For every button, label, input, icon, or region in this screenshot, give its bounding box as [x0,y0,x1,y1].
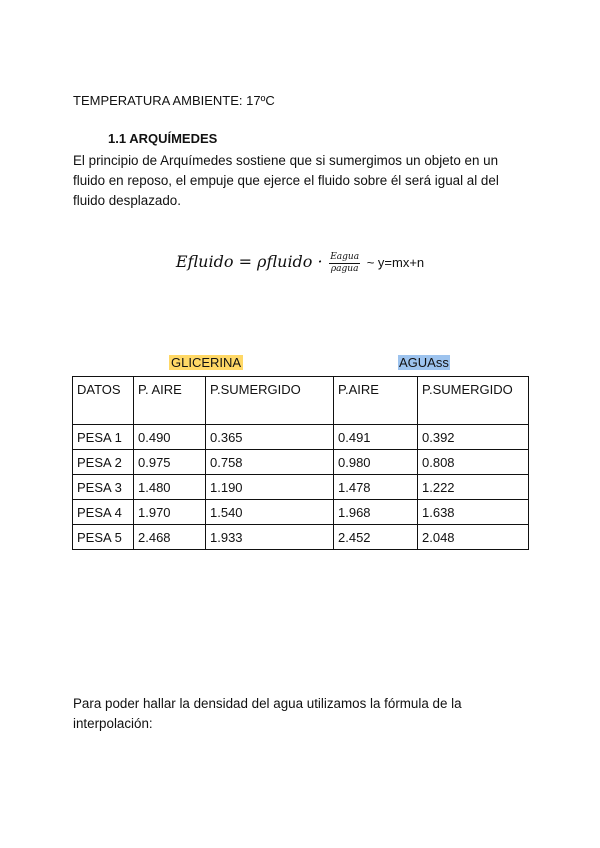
glycerin-label: GLICERINA [171,355,242,370]
table-cell: 1.222 [418,475,529,500]
table-cell: PESA 3 [73,475,134,500]
table-cell: PESA 5 [73,525,134,550]
table-cell: 1.540 [206,500,334,525]
header-cell: DATOS [73,377,134,425]
measurements-table [72,376,529,550]
intro-paragraph: El principio de Arquímedes sostiene que si sumergimos un objeto en un fluido en reposo, el empuje que ejerce el fluido sobre él será igual al del fluido desplazado. [73,153,499,208]
table-cell: 2.048 [418,525,529,550]
table-row [73,525,529,550]
table-cell: 1.933 [206,525,334,550]
temperature-line: TEMPERATURA AMBIENTE: 17ºC [73,93,275,108]
table-row [73,425,529,450]
table-cell: 0.365 [206,425,334,450]
water-label: AGUAss [399,355,449,370]
formula-denominator: ρagua [330,264,359,275]
table-cell: 0.392 [418,425,529,450]
table-cell: PESA 4 [73,500,134,525]
formula-fraction [329,252,360,275]
table-cell: 0.980 [334,450,418,475]
table-row [73,450,529,475]
header-cell: P.SUMERGIDO [418,377,529,425]
formula-numerator: Eagua [330,252,360,263]
table-header-row [73,377,529,425]
table-cell: 0.758 [206,450,334,475]
header-cell: P. AIRE [134,377,206,425]
formula [0,252,600,275]
table-cell: PESA 1 [73,425,134,450]
section-heading: 1.1 ARQUÍMEDES [108,131,218,146]
table-row [73,500,529,525]
table-cell: 1.638 [418,500,529,525]
table-cell: 0.491 [334,425,418,450]
closing-paragraph: Para poder hallar la densidad del agua utilizamos la fórmula de la interpolación: [73,696,462,731]
table-cell: 2.468 [134,525,206,550]
table-cell: 1.480 [134,475,206,500]
table-cell: 1.968 [334,500,418,525]
table-row [73,475,529,500]
header-cell: P.AIRE [334,377,418,425]
table-cell: 1.478 [334,475,418,500]
formula-lhs: Efluido = ρfluido · [175,252,323,271]
table-cell: 1.190 [206,475,334,500]
table-cell: PESA 2 [73,450,134,475]
table-cell: 0.808 [418,450,529,475]
table-cell: 1.970 [134,500,206,525]
table-cell: 0.975 [134,450,206,475]
header-cell: P.SUMERGIDO [206,377,334,425]
formula-tail: ~ y=mx+n [366,255,425,270]
table-cell: 2.452 [334,525,418,550]
table-cell: 0.490 [134,425,206,450]
